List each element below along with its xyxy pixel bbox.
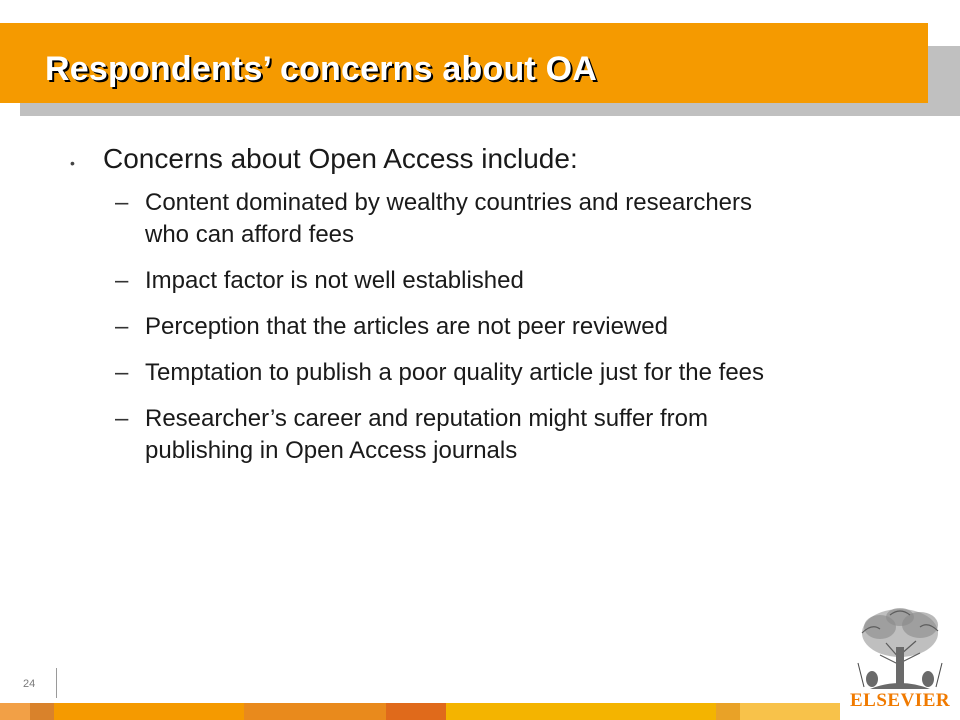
strip-segment <box>30 703 54 720</box>
slide-content <box>70 143 790 481</box>
sub-bullet-list <box>70 187 790 467</box>
sub-bullet-item <box>115 187 790 251</box>
sub-bullet-text: Content dominated by wealthy countries and researchers who can afford fees <box>145 189 753 248</box>
sub-bullet-item <box>115 357 790 389</box>
dash-icon: – <box>115 189 129 216</box>
strip-segment <box>244 703 386 720</box>
dash-icon: – <box>115 267 129 294</box>
strip-segment <box>446 703 716 720</box>
bullet-dot-icon: • <box>70 155 75 171</box>
sub-bullet-text: Impact factor is not well established <box>145 267 524 294</box>
main-bullet-text: Concerns about Open Access include: <box>103 143 578 174</box>
strip-segment <box>54 703 244 720</box>
main-bullet <box>70 143 790 175</box>
dash-icon: – <box>115 359 129 386</box>
sub-bullet-item <box>115 311 790 343</box>
elsevier-wordmark: ELSEVIER <box>850 690 951 711</box>
footer-divider <box>56 668 57 698</box>
sub-bullet-item <box>115 403 790 467</box>
sub-bullet-text: Temptation to publish a poor quality article just for the fees <box>145 359 765 386</box>
strip-segment <box>740 703 840 720</box>
slide-title: Respondents’ concerns about OA <box>45 50 597 88</box>
dash-icon: – <box>115 313 129 340</box>
sub-bullet-item <box>115 265 790 297</box>
sub-bullet-text: Researcher’s career and reputation might suffer from publishing in Open Access journals <box>145 405 708 464</box>
strip-segment <box>716 703 740 720</box>
strip-segment <box>0 703 30 720</box>
dash-icon: – <box>115 405 129 432</box>
footer-color-strip <box>0 703 960 720</box>
sub-bullet-text: Perception that the articles are not peer reviewed <box>145 313 668 340</box>
strip-segment <box>386 703 446 720</box>
page-number: 24 <box>23 678 36 690</box>
